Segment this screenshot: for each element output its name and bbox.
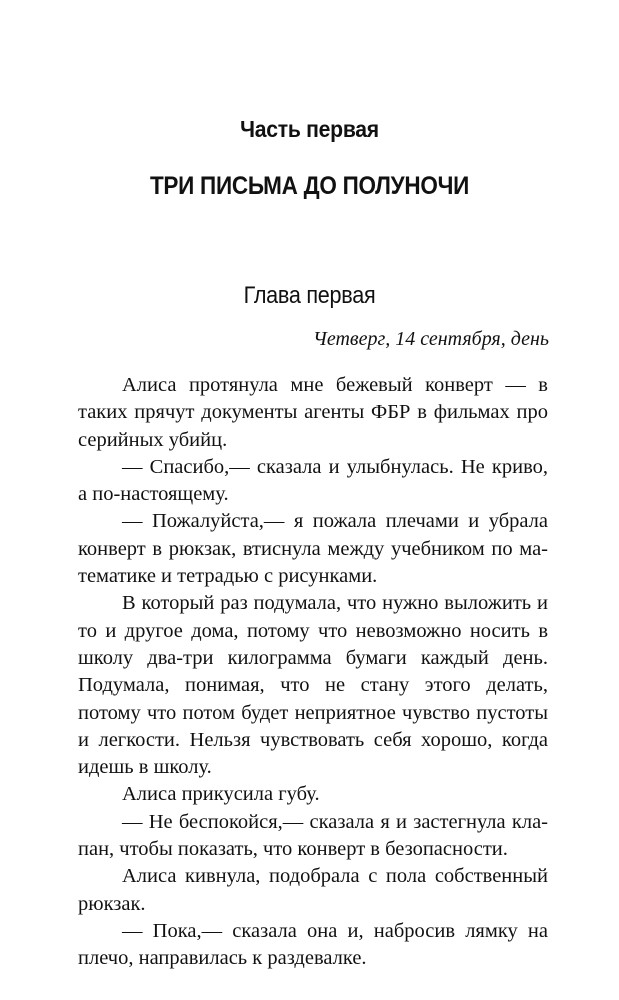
paragraph: Алиса кивнула, подобрала с пола собственный рюкзак. <box>78 865 548 915</box>
chapter-body <box>78 372 548 973</box>
paragraph: Алиса протянула мне бежевый конверт — в таких прячут документы агенты ФБР в фильмах про серийных убийц. <box>78 374 548 451</box>
paragraph: — Пока,— сказала она и, набросив лямку на плечо, направилась к раздевалке. <box>78 919 548 970</box>
paragraph: — Пожалуйста,— я пожала плечами и убрала конверт в рюкзак, втиснула между учебником по математике и тетрадью с рисунками. <box>78 510 548 588</box>
paragraph: Алиса прикусила губу. <box>122 783 320 806</box>
part-subtitle: ТРИ ПИСЬМА ДО ПОЛУНОЧИ <box>149 172 470 200</box>
paragraph: — Спасибо,— сказала и улыбнулась. Не криво, а по-настоящему. <box>78 455 548 506</box>
paragraph: В который раз подумала, что нужно выложить и то и другое дома, потому что невозможно носить в школу два-три килограмма бумаги каждый день. Подумала, понимая, что не стану этого делать, потому что потом будет неприятное чувство пустоты и легкости. Нельзя чувствовать себя хорошо, когда идешь в школу. <box>78 592 548 779</box>
part-title: Часть первая <box>240 116 379 142</box>
chapter-title: Глава первая <box>243 282 376 309</box>
chapter-dateline: Четверг, 14 сентября, день <box>313 328 549 350</box>
paragraph: — Не беспокойся,— сказала я и застегнула клапан, чтобы показать, что конверт в безопасности. <box>78 810 548 861</box>
